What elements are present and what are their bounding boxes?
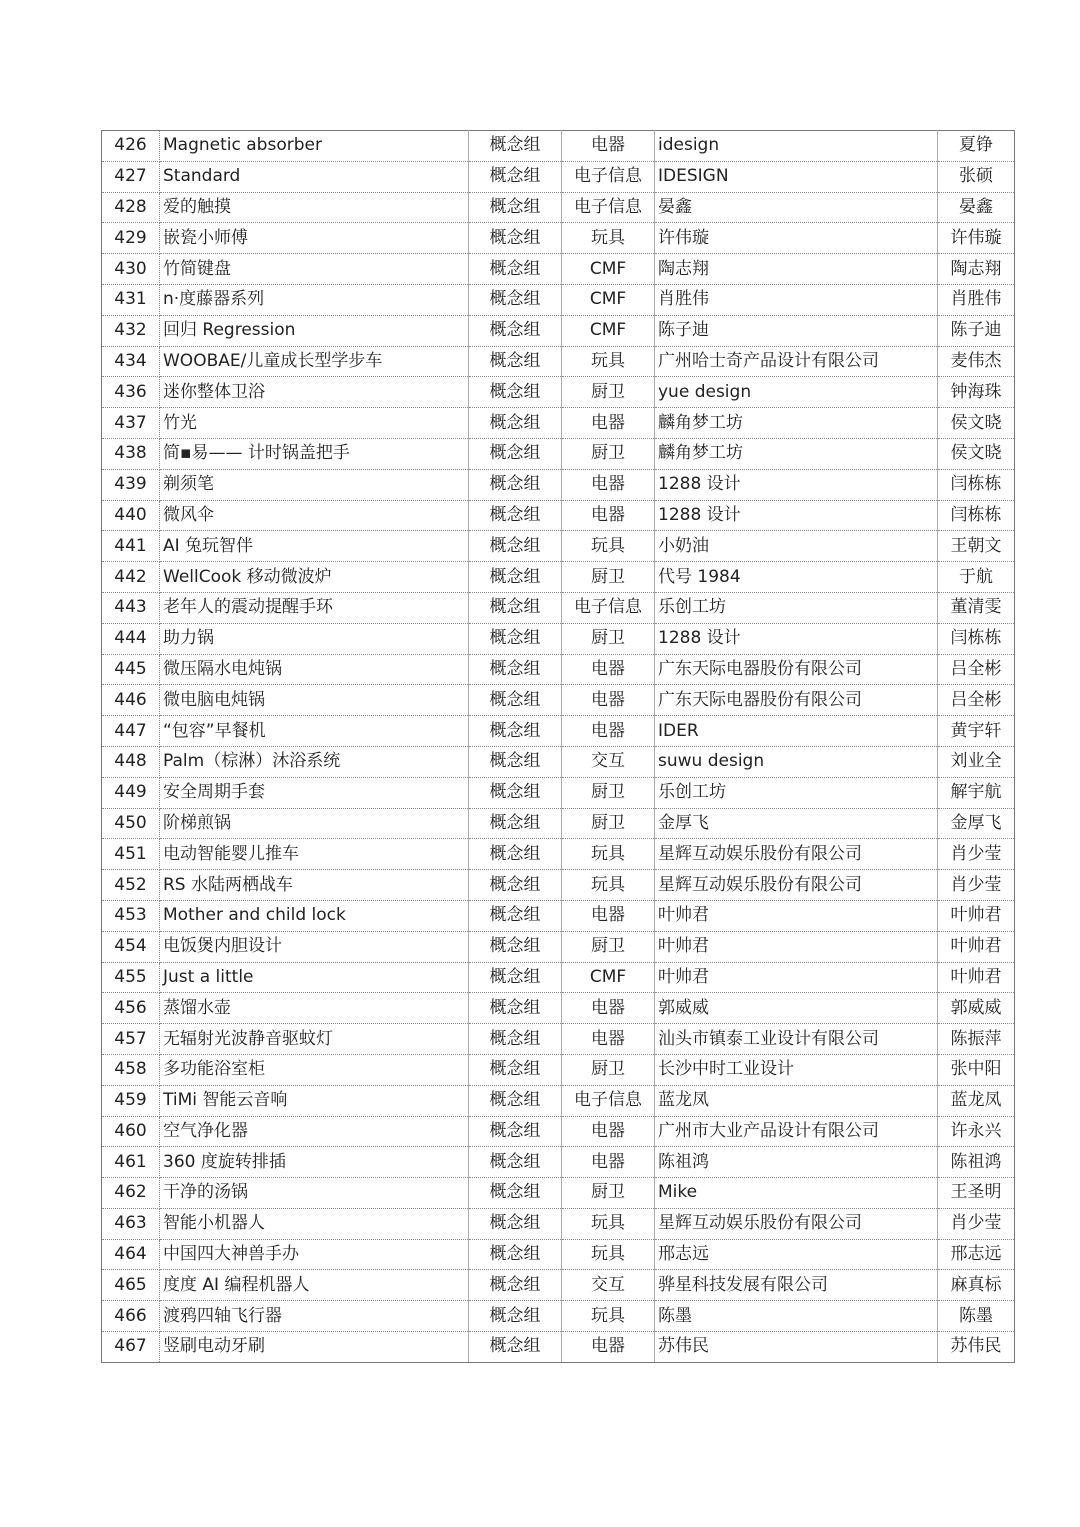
entry-title: 竹简键盘 (160, 254, 469, 285)
entry-designer: 闫栋栋 (938, 623, 1015, 654)
entry-group: 概念组 (469, 993, 562, 1024)
entry-number: 438 (102, 438, 160, 469)
entry-title: 竹光 (160, 408, 469, 439)
entry-category: 电器 (562, 685, 655, 716)
entry-title: 无辐射光波静音驱蚊灯 (160, 1024, 469, 1055)
entry-category: CMF (562, 254, 655, 285)
entry-number: 466 (102, 1301, 160, 1332)
entry-company: 汕头市镇泰工业设计有限公司 (655, 1024, 938, 1055)
table-row (102, 1147, 1015, 1178)
table-row (102, 1024, 1015, 1055)
entry-number: 467 (102, 1332, 160, 1363)
entry-group: 概念组 (469, 1024, 562, 1055)
entry-group: 概念组 (469, 254, 562, 285)
entry-category: 电器 (562, 1024, 655, 1055)
entry-number: 452 (102, 870, 160, 901)
entry-title: n·度藤器系列 (160, 284, 469, 315)
entry-number: 464 (102, 1239, 160, 1270)
table-row (102, 1054, 1015, 1085)
table-row (102, 346, 1015, 377)
entry-designer: 肖胜伟 (938, 284, 1015, 315)
entry-designer: 夏铮 (938, 131, 1015, 162)
entry-designer: 金厚飞 (938, 808, 1015, 839)
entry-category: 厨卫 (562, 562, 655, 593)
entry-company: 1288 设计 (655, 500, 938, 531)
entry-company: 叶帅君 (655, 900, 938, 931)
entry-number: 450 (102, 808, 160, 839)
table-row (102, 1116, 1015, 1147)
entry-company: 蓝龙凤 (655, 1085, 938, 1116)
entry-number: 436 (102, 377, 160, 408)
entry-group: 概念组 (469, 346, 562, 377)
table-row (102, 1239, 1015, 1270)
entry-company: 乐创工坊 (655, 592, 938, 623)
entry-number: 462 (102, 1178, 160, 1209)
entry-title: 微风伞 (160, 500, 469, 531)
entry-category: 交互 (562, 746, 655, 777)
entry-company: 许伟璇 (655, 223, 938, 254)
entry-title: 微电脑电炖锅 (160, 685, 469, 716)
entry-company: 小奶油 (655, 531, 938, 562)
entry-category: 玩具 (562, 1301, 655, 1332)
entry-company: 1288 设计 (655, 623, 938, 654)
entry-category: 玩具 (562, 839, 655, 870)
entry-title: WOOBAE/儿童成长型学步车 (160, 346, 469, 377)
entry-number: 426 (102, 131, 160, 162)
entry-group: 概念组 (469, 1147, 562, 1178)
entry-number: 427 (102, 161, 160, 192)
entry-designer: 苏伟民 (938, 1332, 1015, 1363)
entry-number: 449 (102, 777, 160, 808)
entry-number: 441 (102, 531, 160, 562)
entry-designer: 陶志翔 (938, 254, 1015, 285)
entry-category: 厨卫 (562, 438, 655, 469)
entry-company: 星辉互动娱乐股份有限公司 (655, 870, 938, 901)
table-body (102, 131, 1015, 1363)
entry-number: 434 (102, 346, 160, 377)
entry-designer: 肖少莹 (938, 1208, 1015, 1239)
entry-designer: 张中阳 (938, 1054, 1015, 1085)
entry-company: 广东天际电器股份有限公司 (655, 654, 938, 685)
entry-number: 437 (102, 408, 160, 439)
table-row (102, 284, 1015, 315)
entry-number: 428 (102, 192, 160, 223)
entry-category: 玩具 (562, 1239, 655, 1270)
table-row (102, 1178, 1015, 1209)
table-row (102, 623, 1015, 654)
entry-number: 457 (102, 1024, 160, 1055)
table-row (102, 808, 1015, 839)
entry-designer: 侯文晓 (938, 438, 1015, 469)
entry-company: 陈子迪 (655, 315, 938, 346)
entry-company: yue design (655, 377, 938, 408)
table-row (102, 685, 1015, 716)
entry-title: 空气净化器 (160, 1116, 469, 1147)
entry-company: 金厚飞 (655, 808, 938, 839)
entry-title: 竖刷电动牙刷 (160, 1332, 469, 1363)
entry-company: 叶帅君 (655, 962, 938, 993)
entry-designer: 蓝龙凤 (938, 1085, 1015, 1116)
entry-designer: 解宇航 (938, 777, 1015, 808)
entry-group: 概念组 (469, 161, 562, 192)
entry-title: 360 度旋转排插 (160, 1147, 469, 1178)
entry-group: 概念组 (469, 408, 562, 439)
entry-title: RS 水陆两栖战车 (160, 870, 469, 901)
table-row (102, 131, 1015, 162)
entry-number: 453 (102, 900, 160, 931)
entry-title: 助力锅 (160, 623, 469, 654)
table-row (102, 1208, 1015, 1239)
entry-title: 度度 AI 编程机器人 (160, 1270, 469, 1301)
entry-category: 玩具 (562, 531, 655, 562)
entry-number: 432 (102, 315, 160, 346)
entry-company: 广东天际电器股份有限公司 (655, 685, 938, 716)
entry-category: CMF (562, 284, 655, 315)
entry-group: 概念组 (469, 192, 562, 223)
entry-number: 431 (102, 284, 160, 315)
table-row (102, 469, 1015, 500)
entry-category: CMF (562, 962, 655, 993)
entry-designer: 闫栋栋 (938, 500, 1015, 531)
table-row (102, 562, 1015, 593)
entry-group: 概念组 (469, 900, 562, 931)
table-row (102, 377, 1015, 408)
entry-designer: 肖少莹 (938, 839, 1015, 870)
entry-designer: 吕全彬 (938, 654, 1015, 685)
entry-title: 微压隔水电炖锅 (160, 654, 469, 685)
entry-designer: 陈祖鸿 (938, 1147, 1015, 1178)
table-row (102, 254, 1015, 285)
entry-designer: 郭威威 (938, 993, 1015, 1024)
table-row (102, 223, 1015, 254)
table-row (102, 870, 1015, 901)
entry-number: 463 (102, 1208, 160, 1239)
entry-number: 443 (102, 592, 160, 623)
entry-category: 电器 (562, 1116, 655, 1147)
entry-designer: 许永兴 (938, 1116, 1015, 1147)
entry-category: 玩具 (562, 870, 655, 901)
entry-category: 厨卫 (562, 777, 655, 808)
table-row (102, 1332, 1015, 1363)
entry-number: 446 (102, 685, 160, 716)
entry-number: 429 (102, 223, 160, 254)
entry-number: 465 (102, 1270, 160, 1301)
entry-group: 概念组 (469, 562, 562, 593)
entry-category: 电器 (562, 1147, 655, 1178)
entry-title: 阶梯煎锅 (160, 808, 469, 839)
entry-category: 厨卫 (562, 931, 655, 962)
entry-group: 概念组 (469, 685, 562, 716)
entry-category: 电子信息 (562, 592, 655, 623)
entry-number: 451 (102, 839, 160, 870)
entry-category: 电器 (562, 993, 655, 1024)
entry-number: 454 (102, 931, 160, 962)
entry-group: 概念组 (469, 931, 562, 962)
entry-group: 概念组 (469, 531, 562, 562)
entry-group: 概念组 (469, 1116, 562, 1147)
entry-designer: 晏鑫 (938, 192, 1015, 223)
entry-company: 乐创工坊 (655, 777, 938, 808)
entry-designer: 许伟璇 (938, 223, 1015, 254)
entry-group: 概念组 (469, 1178, 562, 1209)
table-row (102, 777, 1015, 808)
entry-designer: 于航 (938, 562, 1015, 593)
entry-company: 肖胜伟 (655, 284, 938, 315)
entry-designer: 肖少莹 (938, 870, 1015, 901)
entry-company: 麟角梦工坊 (655, 438, 938, 469)
entry-designer: 叶帅君 (938, 962, 1015, 993)
entry-title: AI 兔玩智伴 (160, 531, 469, 562)
entry-number: 455 (102, 962, 160, 993)
entry-designer: 麦伟杰 (938, 346, 1015, 377)
entry-designer: 闫栋栋 (938, 469, 1015, 500)
entry-company: 广州哈士奇产品设计有限公司 (655, 346, 938, 377)
entry-designer: 侯文晓 (938, 408, 1015, 439)
entry-designer: 张硕 (938, 161, 1015, 192)
entry-company: 晏鑫 (655, 192, 938, 223)
entry-designer: 黄宇轩 (938, 716, 1015, 747)
entry-category: 电器 (562, 469, 655, 500)
entry-company: IDESIGN (655, 161, 938, 192)
entry-designer: 王朝文 (938, 531, 1015, 562)
entry-group: 概念组 (469, 839, 562, 870)
entry-group: 概念组 (469, 315, 562, 346)
table-row (102, 900, 1015, 931)
entry-company: Mike (655, 1178, 938, 1209)
entry-group: 概念组 (469, 1332, 562, 1363)
entry-group: 概念组 (469, 777, 562, 808)
entry-group: 概念组 (469, 500, 562, 531)
entry-title: 迷你整体卫浴 (160, 377, 469, 408)
table-row (102, 931, 1015, 962)
entry-company: 长沙中时工业设计 (655, 1054, 938, 1085)
entry-title: Just a little (160, 962, 469, 993)
entry-group: 概念组 (469, 808, 562, 839)
entry-group: 概念组 (469, 377, 562, 408)
entry-group: 概念组 (469, 1085, 562, 1116)
entry-company: 1288 设计 (655, 469, 938, 500)
entry-group: 概念组 (469, 1208, 562, 1239)
entry-title: 简▪易—— 计时锅盖把手 (160, 438, 469, 469)
entry-number: 447 (102, 716, 160, 747)
entry-category: 电子信息 (562, 192, 655, 223)
entry-title: Palm（棕淋）沐浴系统 (160, 746, 469, 777)
entry-designer: 吕全彬 (938, 685, 1015, 716)
entry-designer: 刘业全 (938, 746, 1015, 777)
entry-group: 概念组 (469, 1054, 562, 1085)
table-row (102, 408, 1015, 439)
entry-title: 回归 Regression (160, 315, 469, 346)
entry-category: 电器 (562, 131, 655, 162)
entry-company: IDER (655, 716, 938, 747)
entry-group: 概念组 (469, 438, 562, 469)
entry-title: 蒸馏水壶 (160, 993, 469, 1024)
entry-category: 玩具 (562, 346, 655, 377)
entry-designer: 邢志远 (938, 1239, 1015, 1270)
entry-title: Standard (160, 161, 469, 192)
entry-category: 电器 (562, 654, 655, 685)
entry-category: 电器 (562, 500, 655, 531)
entry-number: 456 (102, 993, 160, 1024)
entry-number: 458 (102, 1054, 160, 1085)
entry-title: “包容”早餐机 (160, 716, 469, 747)
entry-title: 中国四大神兽手办 (160, 1239, 469, 1270)
entry-designer: 陈子迪 (938, 315, 1015, 346)
entry-category: 电器 (562, 716, 655, 747)
entry-title: 干净的汤锅 (160, 1178, 469, 1209)
table-row (102, 962, 1015, 993)
entry-number: 459 (102, 1085, 160, 1116)
entry-designer: 王圣明 (938, 1178, 1015, 1209)
entry-number: 444 (102, 623, 160, 654)
entry-designer: 陈墨 (938, 1301, 1015, 1332)
entry-category: 电器 (562, 408, 655, 439)
entry-company: idesign (655, 131, 938, 162)
entry-number: 461 (102, 1147, 160, 1178)
entry-title: WellCook 移动微波炉 (160, 562, 469, 593)
entry-group: 概念组 (469, 284, 562, 315)
entry-title: 电动智能婴儿推车 (160, 839, 469, 870)
entry-title: 智能小机器人 (160, 1208, 469, 1239)
entry-company: 苏伟民 (655, 1332, 938, 1363)
entry-title: 嵌瓷小师傅 (160, 223, 469, 254)
entry-title: TiMi 智能云音响 (160, 1085, 469, 1116)
entry-group: 概念组 (469, 1301, 562, 1332)
entry-company: 星辉互动娱乐股份有限公司 (655, 839, 938, 870)
entry-title: Magnetic absorber (160, 131, 469, 162)
table-row (102, 993, 1015, 1024)
table-row (102, 716, 1015, 747)
entry-designer: 董清雯 (938, 592, 1015, 623)
entry-company: 叶帅君 (655, 931, 938, 962)
entry-category: 厨卫 (562, 1178, 655, 1209)
entry-group: 概念组 (469, 654, 562, 685)
entry-category: 玩具 (562, 1208, 655, 1239)
entry-designer: 陈振萍 (938, 1024, 1015, 1055)
entry-group: 概念组 (469, 1239, 562, 1270)
entry-title: 多功能浴室柜 (160, 1054, 469, 1085)
table-row (102, 500, 1015, 531)
entry-designer: 麻真标 (938, 1270, 1015, 1301)
table-row (102, 438, 1015, 469)
table-row (102, 1085, 1015, 1116)
entry-company: 邢志远 (655, 1239, 938, 1270)
entry-company: 星辉互动娱乐股份有限公司 (655, 1208, 938, 1239)
table-row (102, 161, 1015, 192)
entry-group: 概念组 (469, 469, 562, 500)
entry-title: 电饭煲内胆设计 (160, 931, 469, 962)
table-row (102, 315, 1015, 346)
entry-number: 442 (102, 562, 160, 593)
entry-category: 厨卫 (562, 808, 655, 839)
entry-company: 陈墨 (655, 1301, 938, 1332)
entry-category: 交互 (562, 1270, 655, 1301)
entry-number: 440 (102, 500, 160, 531)
entry-group: 概念组 (469, 962, 562, 993)
entry-category: CMF (562, 315, 655, 346)
entry-company: 骅星科技发展有限公司 (655, 1270, 938, 1301)
entry-company: 代号 1984 (655, 562, 938, 593)
entry-group: 概念组 (469, 592, 562, 623)
entry-category: 电器 (562, 1332, 655, 1363)
entry-category: 电器 (562, 900, 655, 931)
entry-company: suwu design (655, 746, 938, 777)
entry-group: 概念组 (469, 1270, 562, 1301)
entry-title: 剃须笔 (160, 469, 469, 500)
entry-designer: 叶帅君 (938, 931, 1015, 962)
entry-title: Mother and child lock (160, 900, 469, 931)
entry-category: 厨卫 (562, 377, 655, 408)
entry-group: 概念组 (469, 716, 562, 747)
table-row (102, 592, 1015, 623)
results-table (101, 130, 1015, 1363)
entry-title: 爱的触摸 (160, 192, 469, 223)
entry-company: 麟角梦工坊 (655, 408, 938, 439)
entry-title: 老年人的震动提醒手环 (160, 592, 469, 623)
entry-number: 430 (102, 254, 160, 285)
entry-number: 460 (102, 1116, 160, 1147)
entry-group: 概念组 (469, 746, 562, 777)
entry-group: 概念组 (469, 131, 562, 162)
entry-group: 概念组 (469, 623, 562, 654)
table-row (102, 839, 1015, 870)
entry-category: 厨卫 (562, 1054, 655, 1085)
entry-title: 渡鸦四轴飞行器 (160, 1301, 469, 1332)
table-row (102, 654, 1015, 685)
entry-company: 广州市大业产品设计有限公司 (655, 1116, 938, 1147)
entry-designer: 钟海珠 (938, 377, 1015, 408)
table-row (102, 531, 1015, 562)
entry-designer: 叶帅君 (938, 900, 1015, 931)
table-row (102, 1270, 1015, 1301)
table-row (102, 1301, 1015, 1332)
entry-group: 概念组 (469, 870, 562, 901)
entry-title: 安全周期手套 (160, 777, 469, 808)
table-row (102, 746, 1015, 777)
entry-category: 玩具 (562, 223, 655, 254)
table-row (102, 192, 1015, 223)
entry-category: 厨卫 (562, 623, 655, 654)
entry-company: 郭威威 (655, 993, 938, 1024)
entry-number: 439 (102, 469, 160, 500)
entry-category: 电子信息 (562, 161, 655, 192)
entry-number: 445 (102, 654, 160, 685)
entry-company: 陈祖鸿 (655, 1147, 938, 1178)
entry-group: 概念组 (469, 223, 562, 254)
entry-category: 电子信息 (562, 1085, 655, 1116)
entry-number: 448 (102, 746, 160, 777)
entry-company: 陶志翔 (655, 254, 938, 285)
